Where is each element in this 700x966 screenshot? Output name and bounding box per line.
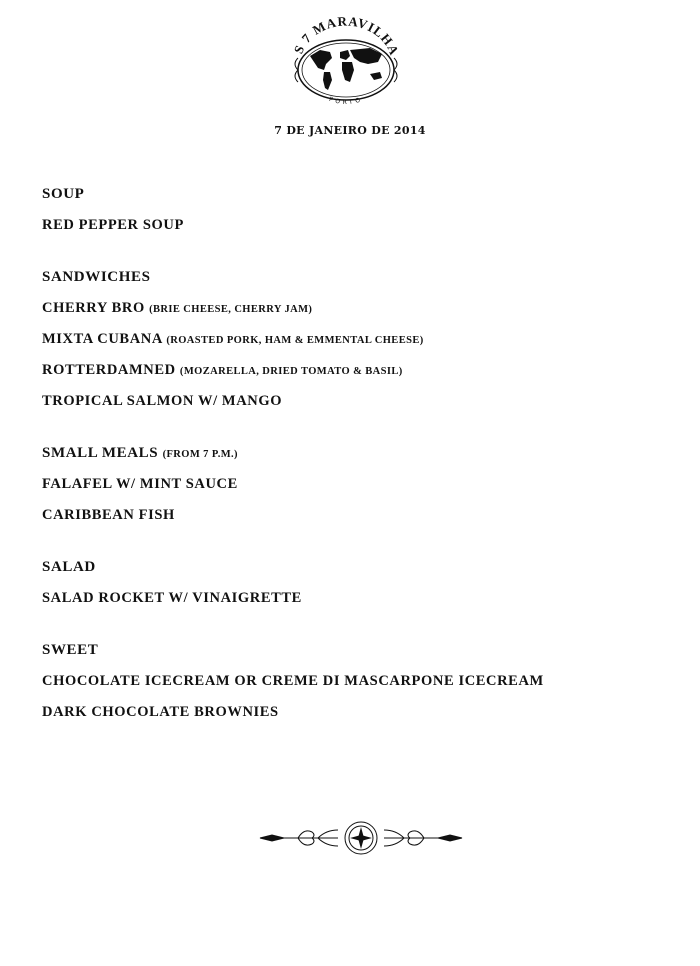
logo-text: S 7 MARAVILHA bbox=[290, 13, 402, 58]
menu-list bbox=[42, 184, 682, 754]
section-heading: SANDWICHES bbox=[42, 269, 151, 285]
compass-rose-ornament-icon bbox=[258, 820, 464, 856]
item-ingredients: (MOZARELLA, DRIED TOMATO & BASIL) bbox=[179, 366, 403, 377]
menu-item: DARK CHOCOLATE BROWNIES bbox=[42, 704, 279, 720]
section-salad bbox=[42, 557, 682, 608]
logo-subtext: PORTO bbox=[328, 95, 364, 107]
section-heading: SOUP bbox=[42, 186, 85, 202]
menu-item: TROPICAL SALMON W/ MANGO bbox=[42, 393, 283, 409]
section-heading: SALAD bbox=[42, 559, 96, 575]
menu-item: RED PEPPER SOUP bbox=[42, 217, 184, 233]
item-ingredients: (ROASTED PORK, HAM & EMMENTAL CHEESE) bbox=[166, 335, 424, 346]
restaurant-logo bbox=[290, 8, 402, 118]
world-map-icon bbox=[290, 8, 402, 118]
menu-item: SALAD ROCKET W/ VINAIGRETTE bbox=[42, 590, 302, 606]
section-heading: SMALL MEALS (FROM 7 P.M.) bbox=[42, 445, 238, 461]
menu-item: FALAFEL W/ MINT SAUCE bbox=[42, 476, 238, 492]
heading-note: (FROM 7 P.M.) bbox=[162, 449, 238, 460]
svg-text:AS 7 MARAVILHAS bbox=[290, 8, 402, 58]
item-ingredients: (BRIE CHEESE, CHERRY JAM) bbox=[149, 304, 313, 315]
menu-item: CHOCOLATE ICECREAM OR CREME DI MASCARPONE ICECREAM bbox=[42, 673, 544, 689]
menu-item: MIXTA CUBANA (ROASTED PORK, HAM & EMMENTAL CHEESE) bbox=[42, 331, 424, 347]
menu-item: ROTTERDAMNED (MOZARELLA, DRIED TOMATO & BASIL) bbox=[42, 362, 403, 378]
section-small-meals bbox=[42, 443, 682, 525]
menu-date: 7 DE JANEIRO DE 2014 bbox=[274, 124, 426, 137]
menu-item: CARIBBEAN FISH bbox=[42, 507, 175, 523]
section-heading: SWEET bbox=[42, 642, 99, 658]
menu-item: CHERRY BRO (BRIE CHEESE, CHERRY JAM) bbox=[42, 300, 313, 316]
section-sweet bbox=[42, 640, 682, 722]
section-soup bbox=[42, 184, 682, 235]
section-sandwiches bbox=[42, 267, 682, 411]
